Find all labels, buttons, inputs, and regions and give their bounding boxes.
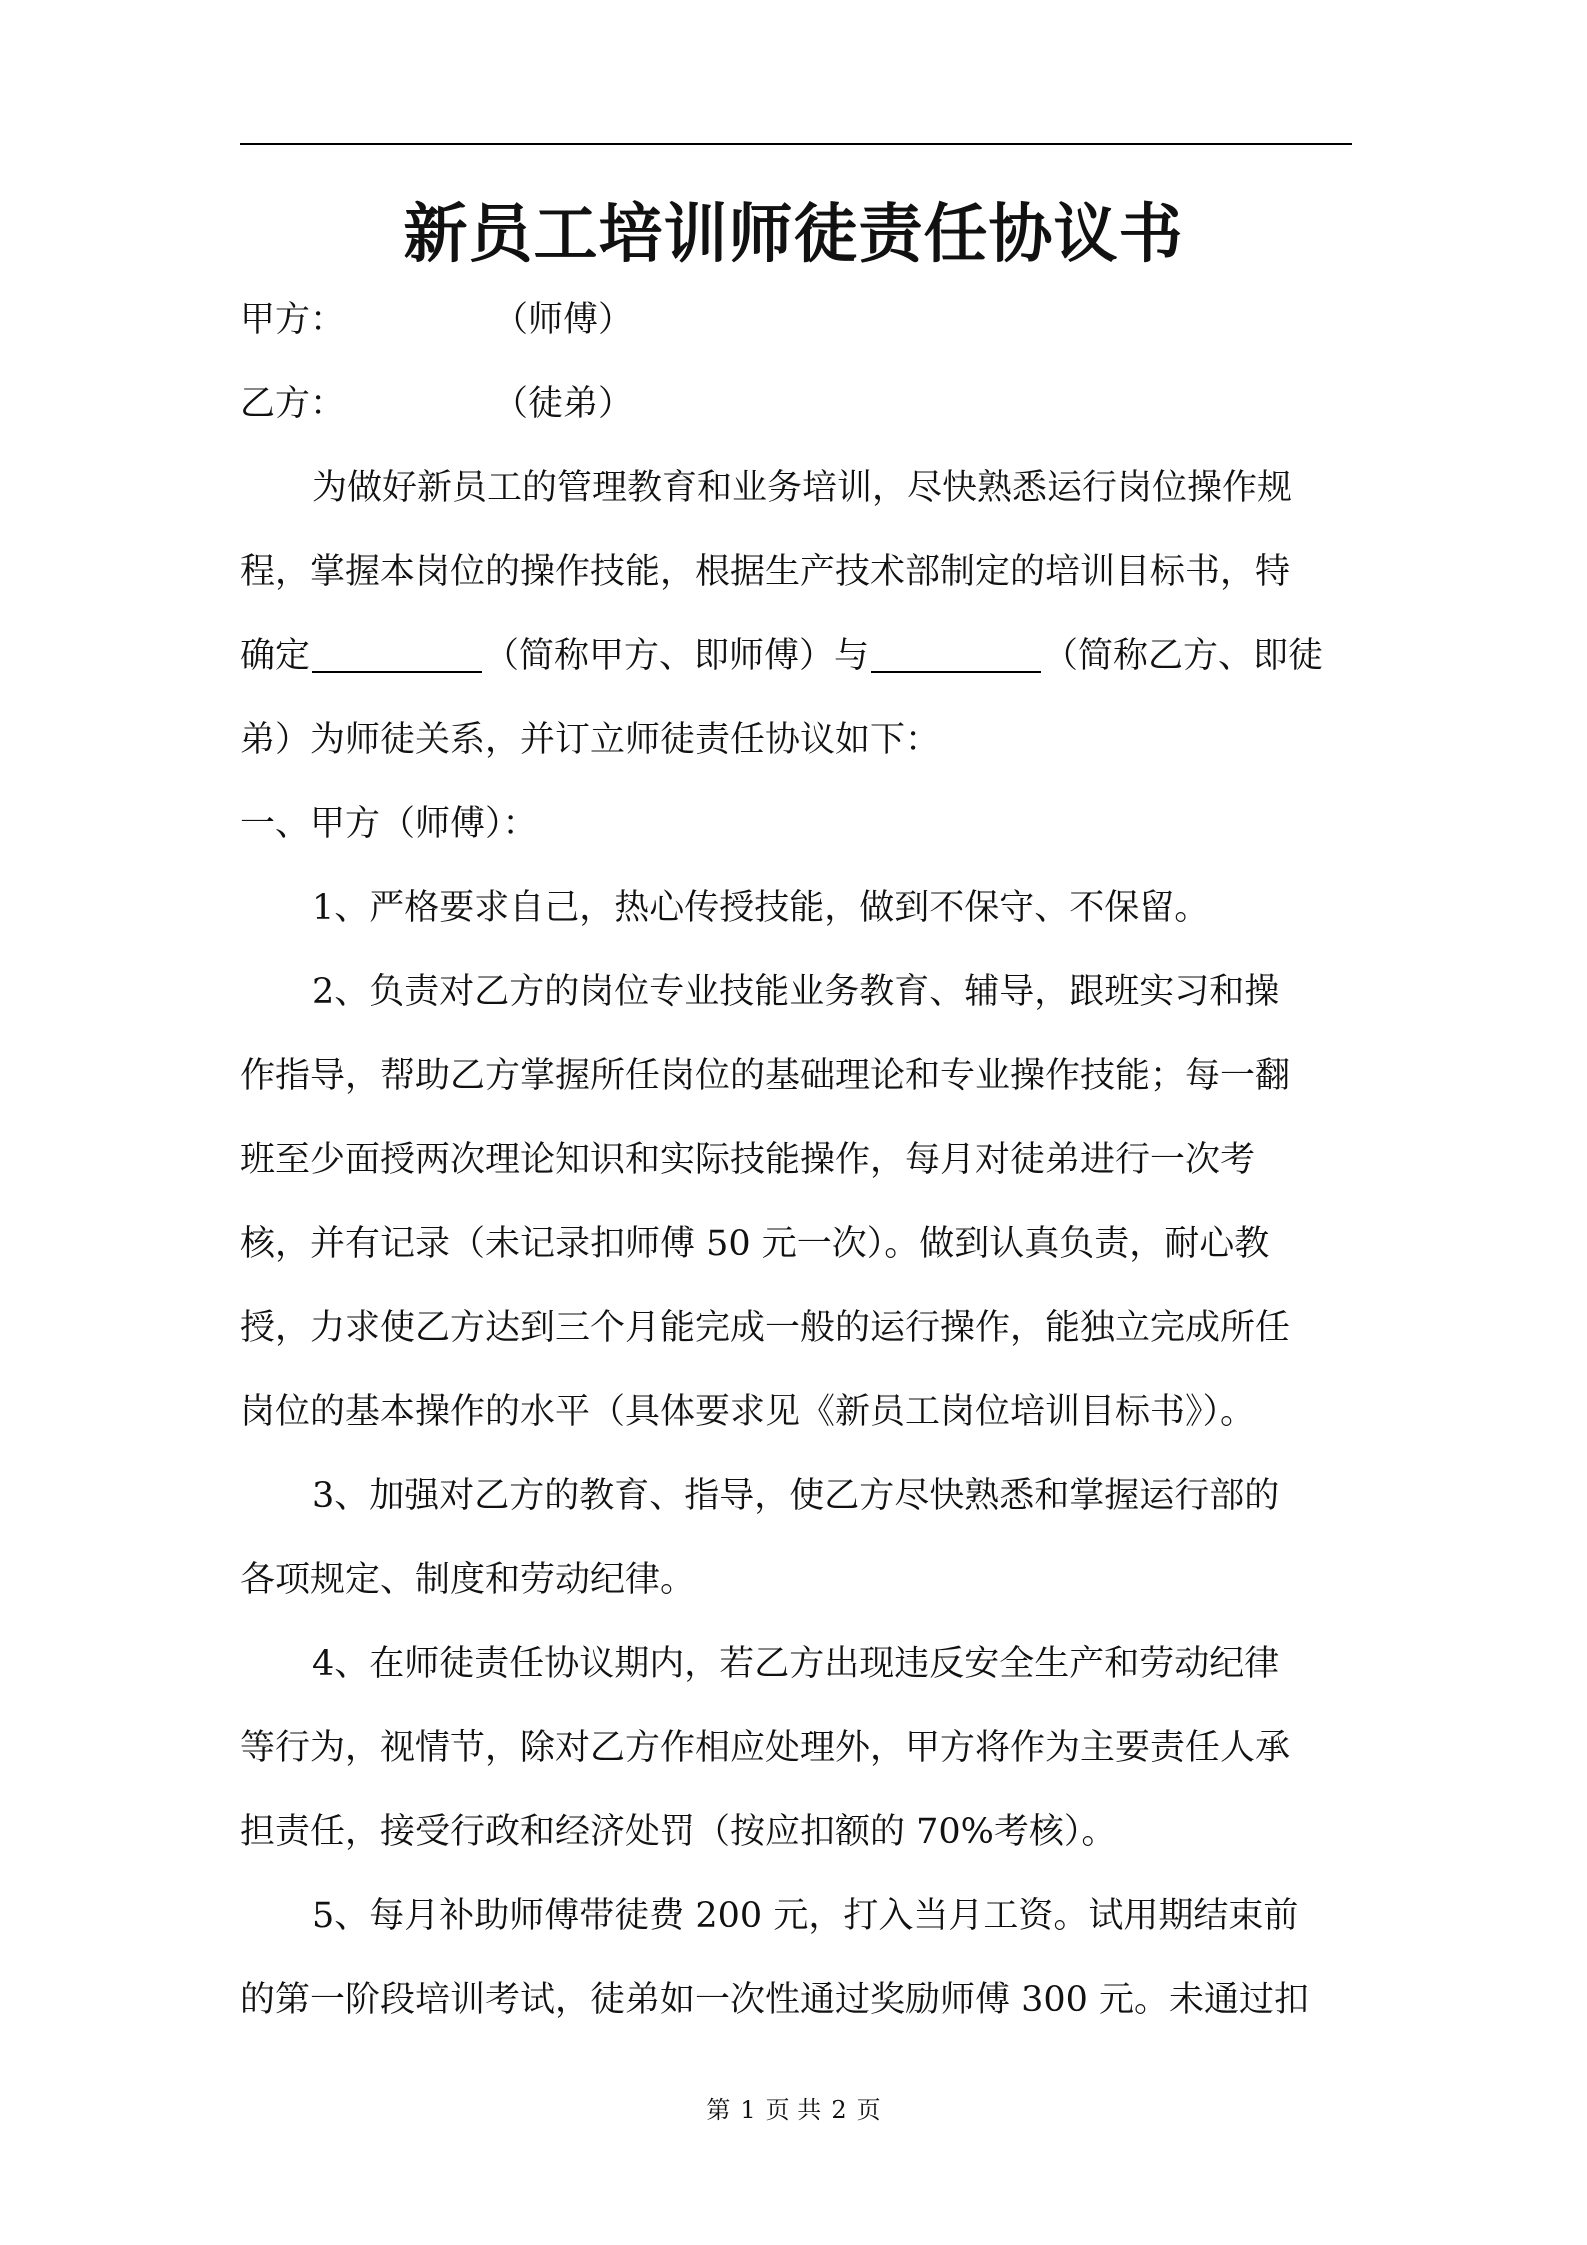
party-b-role: （徒弟） <box>493 384 634 424</box>
clause-5-line-2: 的第一阶段培训考试，徒弟如一次性通过奖励师傅 300 元。未通过扣 <box>240 1980 1310 2020</box>
header-divider <box>240 143 1352 145</box>
footer-middle: 页 共 <box>765 2096 822 2124</box>
party-a-line <box>240 278 1352 362</box>
intro-line-2: 程，掌握本岗位的操作技能，根据生产技术部制定的培训目标书，特 <box>240 552 1291 592</box>
intro-line-3 <box>240 614 1352 698</box>
intro-text-a: 确定 <box>240 636 311 676</box>
intro-line-4: 弟）为师徒关系，并订立师徒责任协议如下： <box>240 720 941 760</box>
document-title: 新员工培训师徒责任协议书 <box>403 198 1184 272</box>
clause-4-line-2: 等行为，视情节，除对乙方作相应处理外，甲方将作为主要责任人承 <box>240 1728 1291 1768</box>
page-footer <box>0 2094 1587 2126</box>
clause-2-line-3: 班至少面授两次理论知识和实际技能操作，每月对徒弟进行一次考 <box>240 1140 1256 1180</box>
section-heading-party-a: 一、甲方（师傅）： <box>240 804 538 844</box>
master-name-blank <box>312 641 482 673</box>
party-a-role: （师傅） <box>493 300 634 340</box>
clause-1-line-1: 1、严格要求自己，热心传授技能，做到不保守、不保留。 <box>312 888 1210 928</box>
intro-text-b: （简称甲方、即师傅）与 <box>484 636 870 676</box>
intro-line-1: 为做好新员工的管理教育和业务培训，尽快熟悉运行岗位操作规 <box>312 468 1293 508</box>
clause-2-line-4: 核，并有记录（未记录扣师傅 50 元一次）。做到认真负责，耐心教 <box>240 1224 1270 1264</box>
clause-3-line-1: 3、加强对乙方的教育、指导，使乙方尽快熟悉和掌握运行部的 <box>312 1476 1280 1516</box>
clause-2-line-5: 授，力求使乙方达到三个月能完成一般的运行操作，能独立完成所任 <box>240 1308 1291 1348</box>
party-b-line <box>240 362 1352 446</box>
clause-4-line-1: 4、在师徒责任协议期内，若乙方出现违反安全生产和劳动纪律 <box>312 1644 1280 1684</box>
footer-page-number: 1 <box>740 2096 756 2124</box>
apprentice-name-blank <box>871 641 1041 673</box>
party-a-label: 甲方： <box>240 300 346 340</box>
clause-2-line-6: 岗位的基本操作的水平（具体要求见《新员工岗位培训目标书》）。 <box>240 1392 1256 1432</box>
footer-suffix: 页 <box>856 2096 881 2124</box>
clause-5-line-1: 5、每月补助师傅带徒费 200 元，打入当月工资。试用期结束前 <box>312 1896 1299 1936</box>
party-b-label: 乙方： <box>240 384 346 424</box>
clause-4-line-3: 担责任，接受行政和经济处罚（按应扣额的 70%考核）。 <box>240 1812 1117 1852</box>
footer-prefix: 第 <box>706 2096 731 2124</box>
clause-3-line-2: 各项规定、制度和劳动纪律。 <box>240 1560 696 1600</box>
document-body <box>240 278 1352 2042</box>
intro-text-c: （简称乙方、即徒 <box>1043 636 1324 676</box>
clause-2-line-2: 作指导，帮助乙方掌握所任岗位的基础理论和专业操作技能；每一翻 <box>240 1056 1291 1096</box>
clause-2-line-1: 2、负责对乙方的岗位专业技能业务教育、辅导，跟班实习和操 <box>312 972 1280 1012</box>
footer-total-pages: 2 <box>831 2096 847 2124</box>
